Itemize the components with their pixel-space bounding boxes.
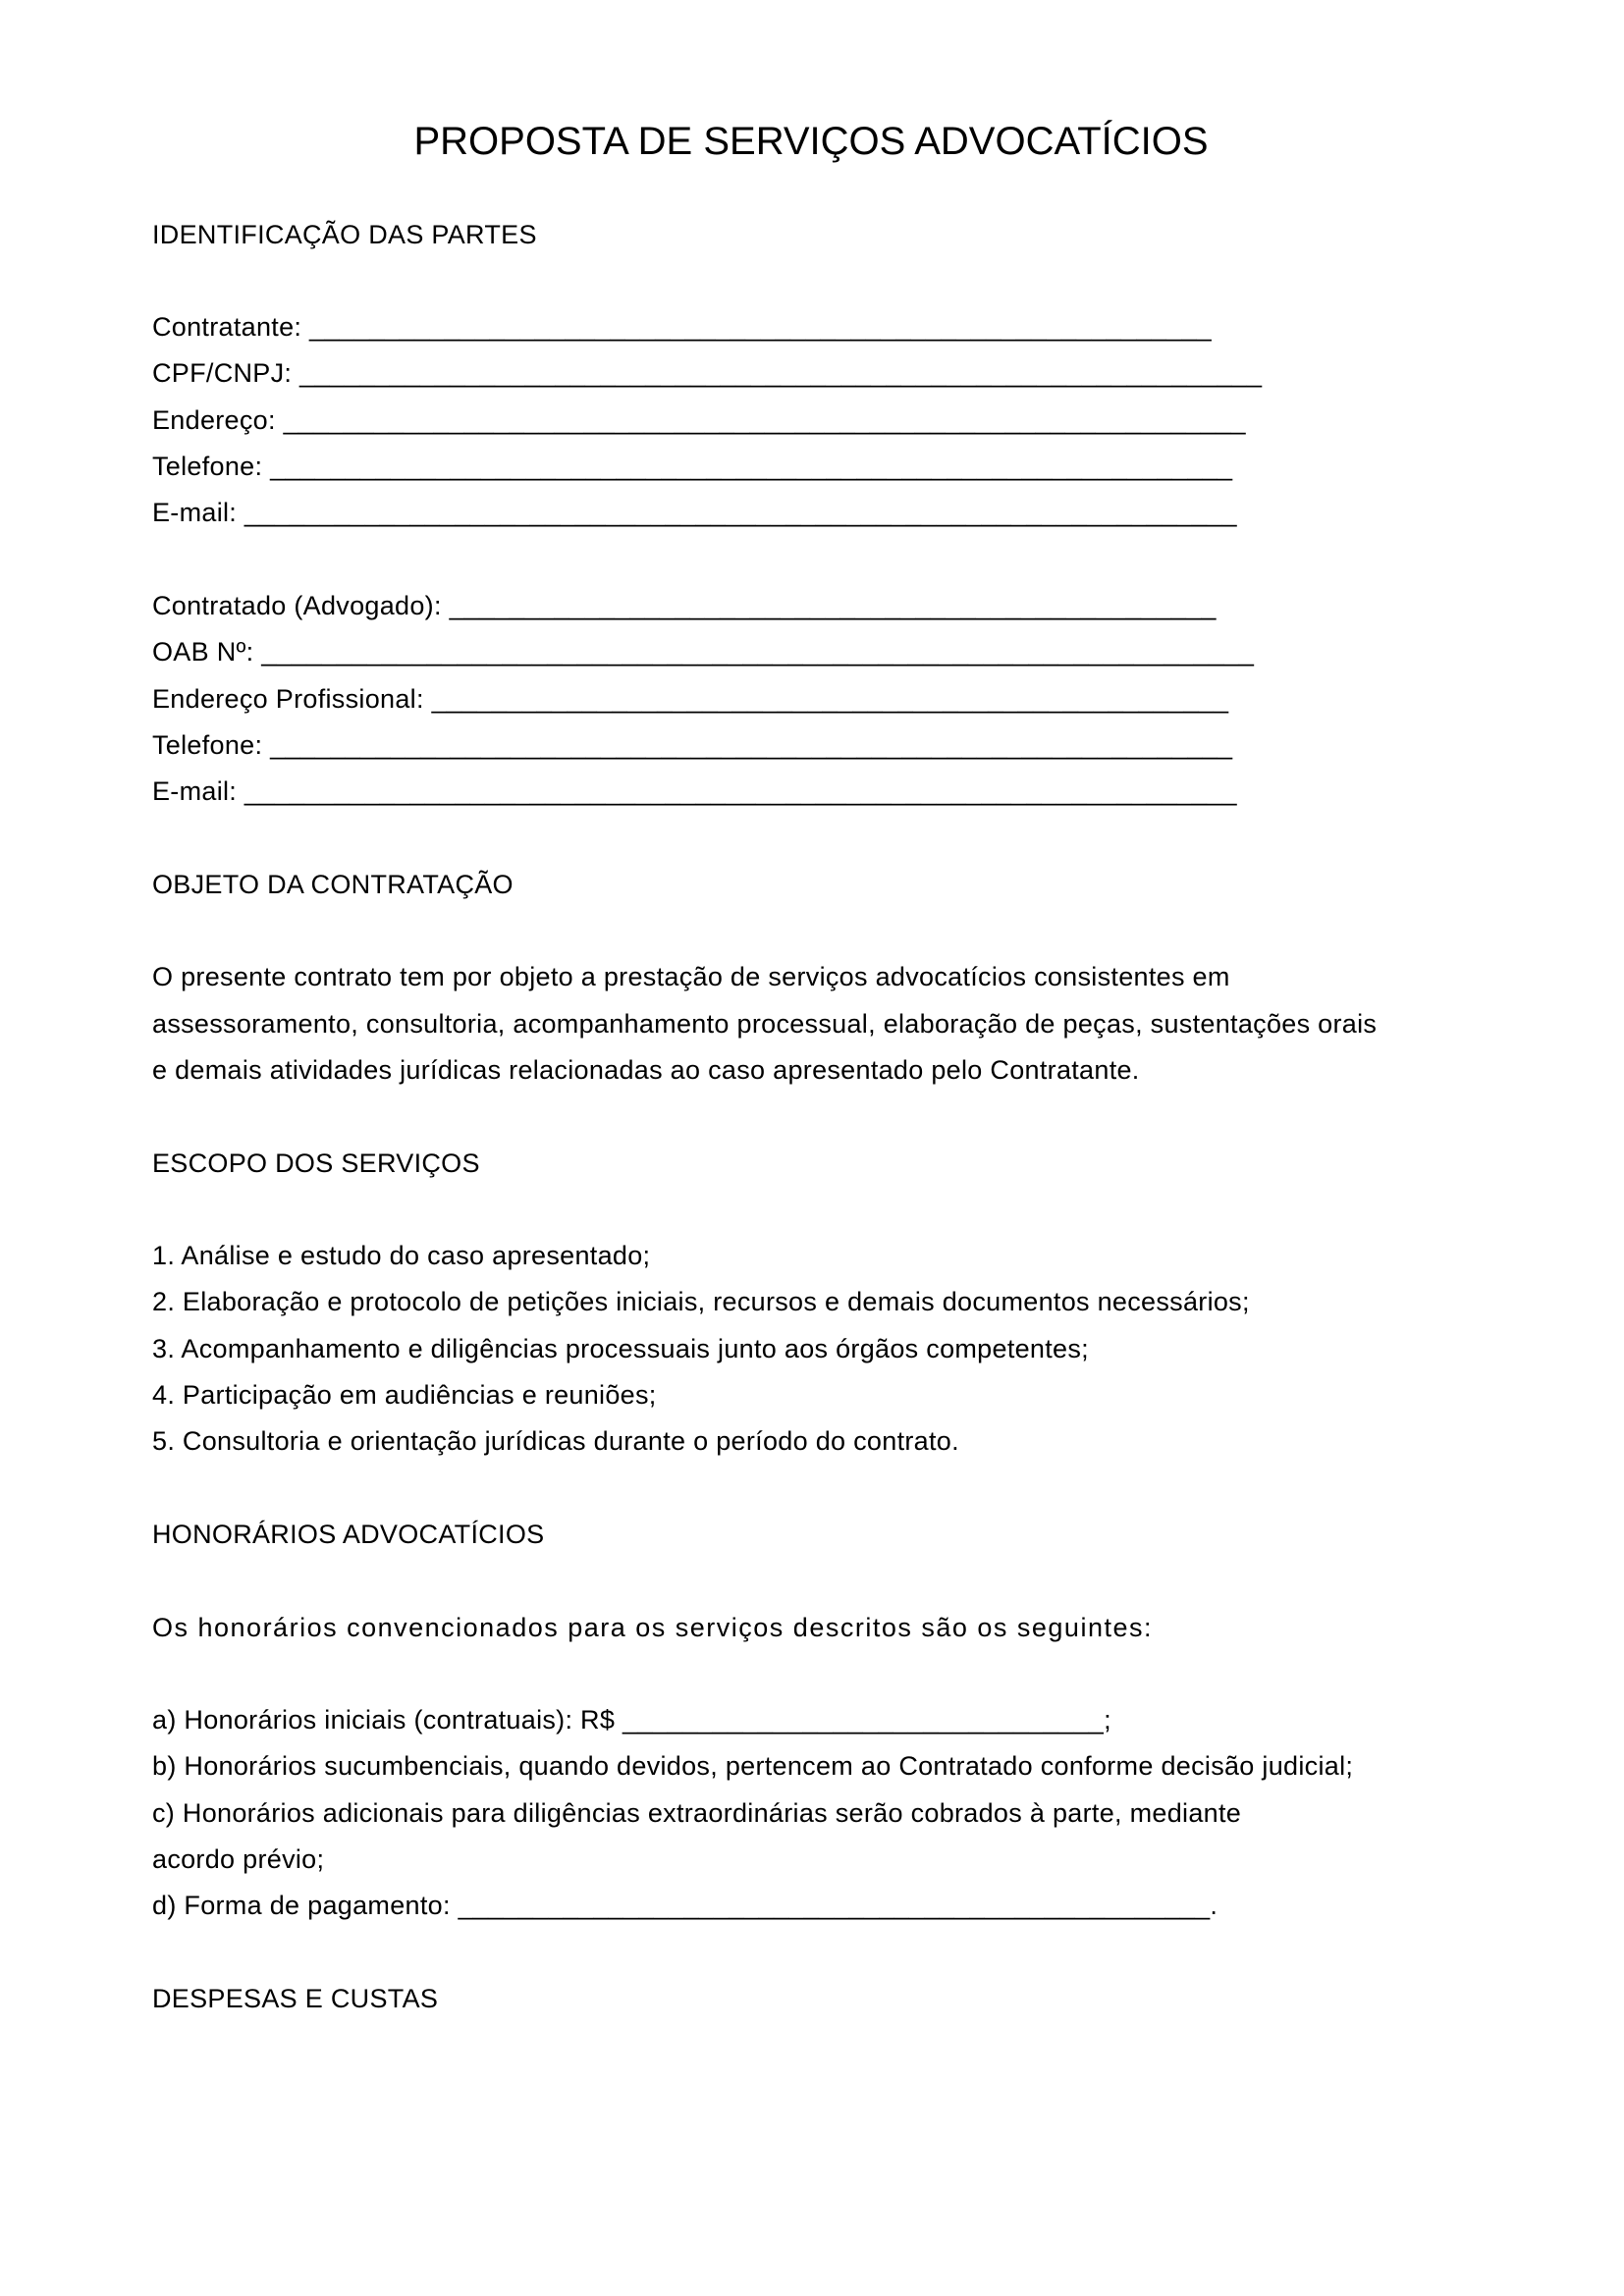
field-label-contratante: Contratante: bbox=[152, 312, 302, 343]
scope-item-4: 4. Participação em audiências e reuniões; bbox=[152, 1380, 657, 1411]
section-heading-objeto: OBJETO DA CONTRATAÇÃO bbox=[152, 869, 514, 899]
fee-item-a-suffix: ; bbox=[1104, 1705, 1111, 1735]
fee-item-a bbox=[152, 1697, 1470, 1743]
field-cpf-cnpj bbox=[152, 350, 1470, 397]
field-label-email-advogado: E-mail: bbox=[152, 776, 238, 807]
fee-item-d-label: d) Forma de pagamento: bbox=[152, 1891, 451, 1921]
field-blank-cpf-cnpj: ________________________________________________________________ bbox=[299, 358, 1263, 389]
section-heading-despesas: DESPESAS E CUSTAS bbox=[152, 1983, 439, 2013]
scope-item-3: 3. Acompanhamento e diligências processuais junto aos órgãos competentes; bbox=[152, 1333, 1089, 1363]
objeto-paragraph-line-1: O presente contrato tem por objeto a prestação de serviços advocatícios consistentes em bbox=[152, 962, 1230, 992]
fee-item-d-blank: __________________________________________________ bbox=[458, 1891, 1211, 1921]
field-label-email: E-mail: bbox=[152, 498, 238, 528]
scope-item-1: 1. Análise e estudo do caso apresentado; bbox=[152, 1241, 651, 1271]
field-email bbox=[152, 490, 1470, 536]
field-endereco-profissional bbox=[152, 676, 1470, 722]
fee-item-c-line-2: acordo prévio; bbox=[152, 1843, 325, 1874]
fee-item-a-blank: ________________________________ bbox=[622, 1705, 1105, 1735]
field-telefone bbox=[152, 444, 1470, 490]
fee-item-a-label: a) Honorários iniciais (contratuais): R$ bbox=[152, 1705, 616, 1735]
field-label-cpf-cnpj: CPF/CNPJ: bbox=[152, 358, 293, 389]
field-telefone-advogado bbox=[152, 722, 1470, 769]
field-label-endereco-profissional: Endereço Profissional: bbox=[152, 683, 424, 714]
field-blank-email-advogado: __________________________________________________________________ bbox=[244, 776, 1237, 807]
fee-item-d bbox=[152, 1883, 1470, 1929]
honorarios-intro: Os honorários convencionados para os serviços descritos são os seguintes: bbox=[152, 1612, 1153, 1642]
field-blank-oab-numero: __________________________________________________________________ bbox=[261, 637, 1255, 667]
field-label-telefone: Telefone: bbox=[152, 452, 263, 482]
fee-item-d-suffix: . bbox=[1210, 1891, 1218, 1921]
field-email-advogado bbox=[152, 769, 1470, 815]
objeto-paragraph-line-3: e demais atividades jurídicas relacionadas ao caso apresentado pelo Contratante. bbox=[152, 1054, 1140, 1085]
fee-item-c-line-1: c) Honorários adicionais para diligências extraordinárias serão cobrados à parte, mediante bbox=[152, 1797, 1242, 1828]
field-contratado-advogado bbox=[152, 583, 1470, 629]
section-heading-escopo: ESCOPO DOS SERVIÇOS bbox=[152, 1148, 480, 1178]
scope-item-5: 5. Consultoria e orientação jurídicas durante o período do contrato. bbox=[152, 1426, 959, 1457]
field-blank-email: __________________________________________________________________ bbox=[244, 498, 1237, 528]
field-label-telefone-advogado: Telefone: bbox=[152, 729, 263, 760]
field-contratante bbox=[152, 304, 1470, 350]
section-heading-honorarios: HONORÁRIOS ADVOCATÍCIOS bbox=[152, 1519, 545, 1549]
field-oab-numero bbox=[152, 629, 1470, 675]
field-endereco bbox=[152, 398, 1470, 444]
field-blank-telefone-advogado: ________________________________________________________________ bbox=[270, 729, 1233, 760]
fee-item-b: b) Honorários sucumbenciais, quando devidos, pertencem ao Contratado conforme decisão judicial; bbox=[152, 1751, 1354, 1782]
field-label-oab-numero: OAB Nº: bbox=[152, 637, 254, 667]
field-blank-telefone: ________________________________________________________________ bbox=[270, 452, 1233, 482]
document-title: PROPOSTA DE SERVIÇOS ADVOCATÍCIOS bbox=[413, 120, 1209, 163]
field-label-endereco: Endereço: bbox=[152, 404, 276, 435]
field-blank-endereco: ________________________________________________________________ bbox=[283, 404, 1246, 435]
field-blank-contratado-advogado: ___________________________________________________ bbox=[449, 590, 1217, 620]
field-label-contratado-advogado: Contratado (Advogado): bbox=[152, 590, 442, 620]
scope-item-2: 2. Elaboração e protocolo de petições iniciais, recursos e demais documentos necessários; bbox=[152, 1287, 1250, 1317]
objeto-paragraph-line-2: assessoramento, consultoria, acompanhamento processual, elaboração de peças, sustentações orais bbox=[152, 1008, 1378, 1039]
field-blank-endereco-profissional: _____________________________________________________ bbox=[431, 683, 1229, 714]
section-heading-identificacao: IDENTIFICAÇÃO DAS PARTES bbox=[152, 219, 537, 249]
field-blank-contratante: ____________________________________________________________ bbox=[309, 312, 1212, 343]
